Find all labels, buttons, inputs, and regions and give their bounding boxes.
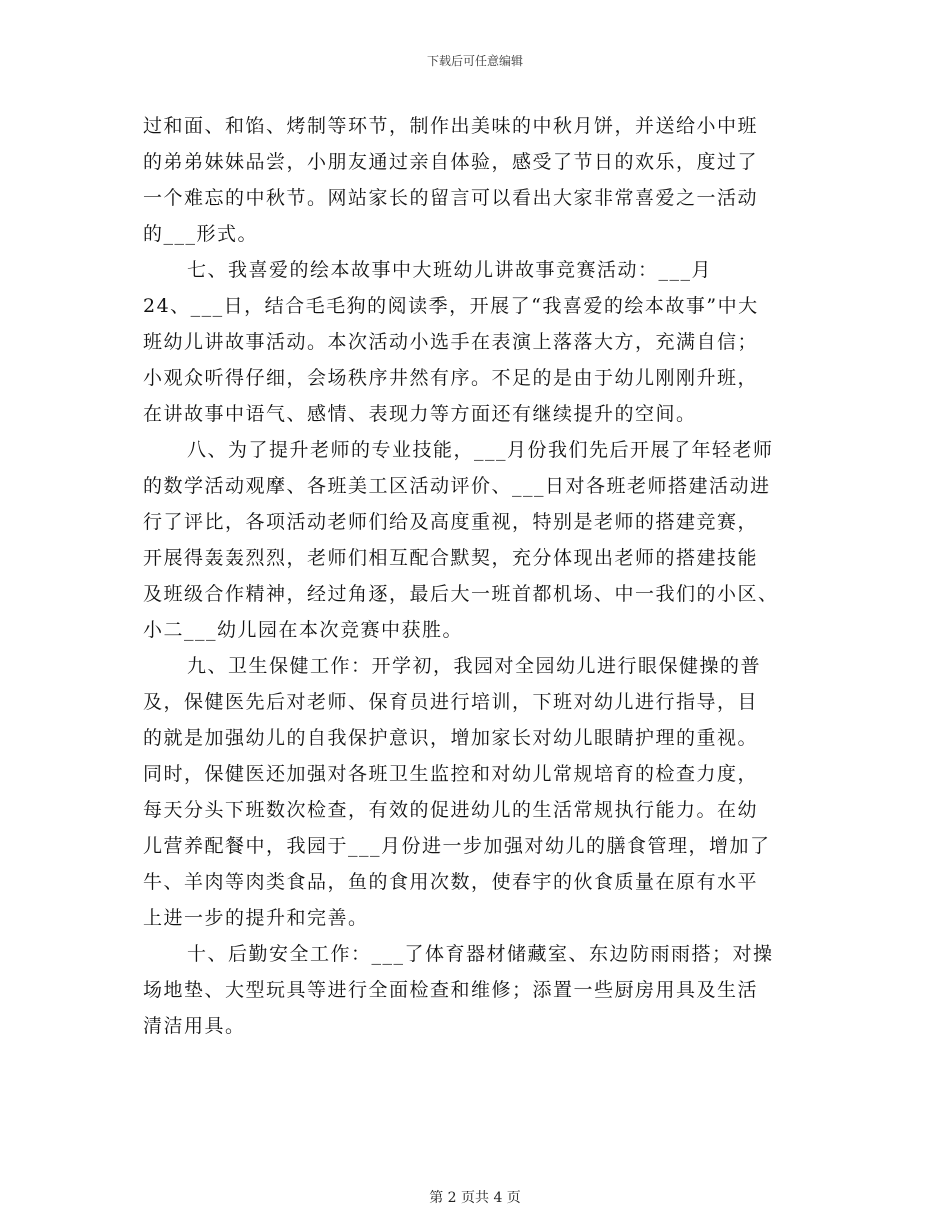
text-line: 场地垫、大型玩具等进行全面检查和维修；添置一些厨房用具及生活 xyxy=(143,979,759,1001)
text-line: 的弟弟妹妹品尝，小朋友通过亲自体验，感受了节日的欢乐，度过了 xyxy=(143,151,759,173)
text-line: 的就是加强幼儿的自我保护意识，增加家长对幼儿眼睛护理的重视。 xyxy=(143,727,759,749)
text-line: 行了评比，各项活动老师们给及高度重视，特别是老师的搭建竞赛， xyxy=(143,511,759,533)
text-line: 开展得轰轰烈烈，老师们相互配合默契，充分体现出老师的搭建技能 xyxy=(143,547,759,569)
section-7-heading-line: 七、我喜爱的绘本故事中大班幼儿讲故事竞赛活动：___月 xyxy=(187,259,713,281)
section-9-heading-line: 九、卫生保健工作：开学初，我园对全园幼儿进行眼保健操的普 xyxy=(187,655,762,677)
text-line: 在讲故事中语气、感情、表现力等方面还有继续提升的空间。 xyxy=(143,403,697,425)
text-line: 及，保健医先后对老师、保育员进行培训，下班对幼儿进行指导，目 xyxy=(143,691,759,713)
text-line: 每天分头下班数次检查，有效的促进幼儿的生活常规执行能力。在幼 xyxy=(143,799,759,821)
section-8-heading-line: 八、为了提升老师的专业技能，___月份我们先后开展了年轻老师 xyxy=(187,439,774,461)
page-header: 下载后可任意编辑 xyxy=(426,54,523,68)
text-line: 班幼儿讲故事活动。本次活动小选手在表演上落落大方，充满自信； xyxy=(143,331,759,353)
section-10-heading-line: 十、后勤安全工作：___了体育器材储藏室、东边防雨雨搭；对操 xyxy=(187,943,774,965)
text-line: 一个难忘的中秋节。网站家长的留言可以看出大家非常喜爱之一活动 xyxy=(143,187,759,209)
text-line: 过和面、和馅、烤制等环节，制作出美味的中秋月饼，并送给小中班 xyxy=(143,115,759,137)
text-line: 及班级合作精神，经过角逐，最后大一班首都机场、中一我们的小区、 xyxy=(143,583,779,605)
text-line: 牛、羊肉等肉类食品，鱼的食用次数，使春宇的伙食质量在原有水平 xyxy=(143,871,759,893)
page-footer: 第 2 页共 4 页 xyxy=(429,1190,521,1206)
text-line: 清洁用具。 xyxy=(143,1015,246,1037)
text-line: 24、___日，结合毛毛狗的阅读季，开展了“我喜爱的绘本故事”中大 xyxy=(143,295,759,317)
text-line: 儿营养配餐中，我园于___月份进一步加强对幼儿的膳食管理，增加了 xyxy=(143,835,771,857)
text-line: 小观众听得仔细，会场秩序井然有序。不足的是由于幼儿刚刚升班， xyxy=(143,367,759,389)
text-line: 小二___幼儿园在本次竞赛中获胜。 xyxy=(143,619,464,641)
text-line: 的___形式。 xyxy=(143,223,259,245)
text-line: 的数学活动观摩、各班美工区活动评价、___日对各班老师搭建活动进 xyxy=(143,475,771,497)
text-line: 上进一步的提升和完善。 xyxy=(143,907,369,929)
document-body xyxy=(143,108,809,1044)
text-line: 同时，保健医还加强对各班卫生监控和对幼儿常规培育的检查力度， xyxy=(143,763,759,785)
